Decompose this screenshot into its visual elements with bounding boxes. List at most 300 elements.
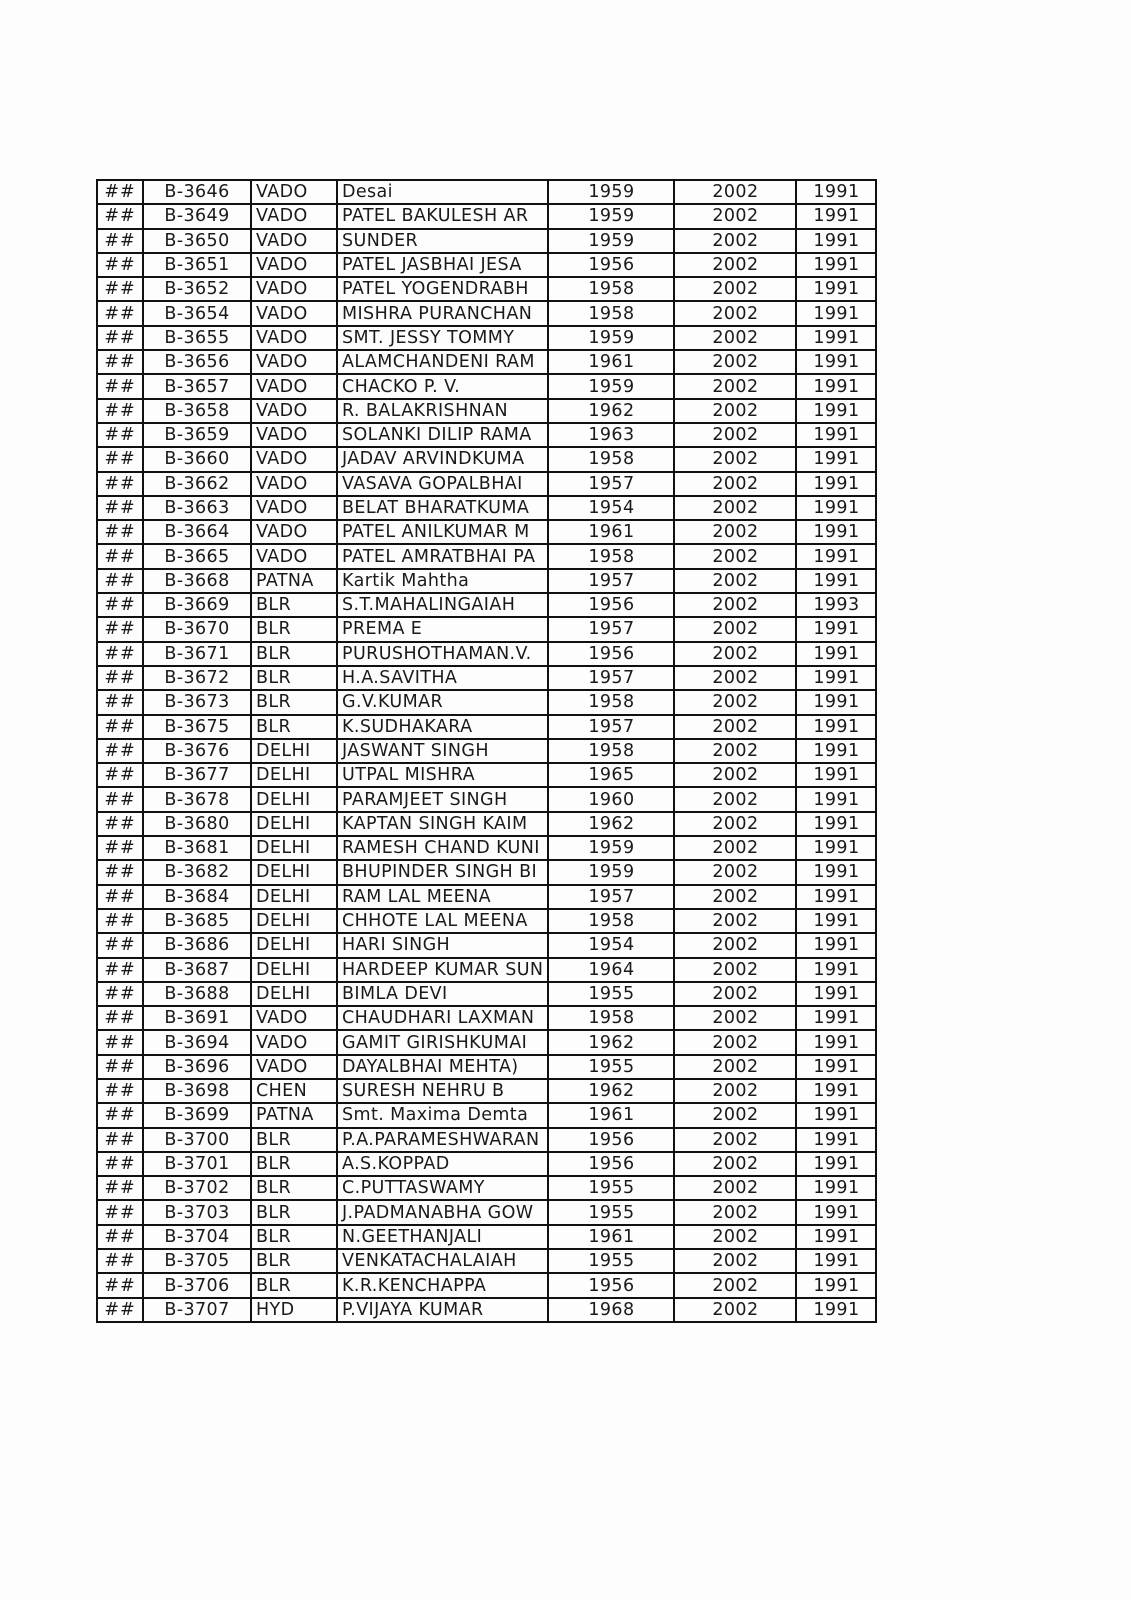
- year-2002-cell: 2002: [674, 1006, 796, 1030]
- member-name-cell: K.SUDHAKARA: [337, 715, 548, 739]
- branch-cell: DELHI: [251, 763, 337, 787]
- year-2002-cell: 2002: [674, 1030, 796, 1054]
- member-name-cell: SUNDER: [337, 229, 548, 253]
- year-2002-cell: 2002: [674, 1176, 796, 1200]
- branch-cell: BLR: [251, 715, 337, 739]
- year-2002-cell: 2002: [674, 326, 796, 350]
- member-code-cell: B-3703: [143, 1200, 251, 1224]
- branch-cell: PATNA: [251, 569, 337, 593]
- member-name-cell: K.R.KENCHAPPA: [337, 1273, 548, 1297]
- table-row: [97, 982, 876, 1006]
- branch-cell: VADO: [251, 326, 337, 350]
- serial-cell: ##: [97, 1006, 143, 1030]
- branch-cell: VADO: [251, 301, 337, 325]
- serial-cell: ##: [97, 812, 143, 836]
- member-code-cell: B-3691: [143, 1006, 251, 1030]
- member-code-cell: B-3678: [143, 787, 251, 811]
- year-1991-cell: 1991: [796, 1200, 876, 1224]
- year-1991-cell: 1991: [796, 301, 876, 325]
- year-2002-cell: 2002: [674, 423, 796, 447]
- birth-year-cell: 1959: [548, 180, 674, 204]
- year-1991-cell: 1991: [796, 958, 876, 982]
- member-code-cell: B-3699: [143, 1103, 251, 1127]
- table-row: [97, 472, 876, 496]
- serial-cell: ##: [97, 909, 143, 933]
- table-row: [97, 544, 876, 568]
- table-row: [97, 399, 876, 423]
- branch-cell: VADO: [251, 253, 337, 277]
- member-code-cell: B-3677: [143, 763, 251, 787]
- year-1991-cell: 1991: [796, 253, 876, 277]
- branch-cell: DELHI: [251, 836, 337, 860]
- member-name-cell: SMT. JESSY TOMMY: [337, 326, 548, 350]
- serial-cell: ##: [97, 204, 143, 228]
- records-table: [96, 179, 877, 1323]
- branch-cell: DELHI: [251, 812, 337, 836]
- year-1991-cell: 1991: [796, 1030, 876, 1054]
- serial-cell: ##: [97, 544, 143, 568]
- member-name-cell: PATEL JASBHAI JESA: [337, 253, 548, 277]
- year-1991-cell: 1991: [796, 472, 876, 496]
- year-2002-cell: 2002: [674, 666, 796, 690]
- member-name-cell: P.A.PARAMESHWARAN: [337, 1128, 548, 1152]
- member-code-cell: B-3675: [143, 715, 251, 739]
- table-row: [97, 1030, 876, 1054]
- table-row: [97, 617, 876, 641]
- year-2002-cell: 2002: [674, 982, 796, 1006]
- year-1991-cell: 1991: [796, 1103, 876, 1127]
- member-name-cell: C.PUTTASWAMY: [337, 1176, 548, 1200]
- year-1991-cell: 1993: [796, 593, 876, 617]
- member-name-cell: S.T.MAHALINGAIAH: [337, 593, 548, 617]
- year-2002-cell: 2002: [674, 301, 796, 325]
- member-name-cell: SOLANKI DILIP RAMA: [337, 423, 548, 447]
- member-code-cell: B-3657: [143, 374, 251, 398]
- year-1991-cell: 1991: [796, 229, 876, 253]
- year-1991-cell: 1991: [796, 544, 876, 568]
- member-name-cell: RAMESH CHAND KUNI: [337, 836, 548, 860]
- birth-year-cell: 1963: [548, 423, 674, 447]
- serial-cell: ##: [97, 350, 143, 374]
- year-1991-cell: 1991: [796, 399, 876, 423]
- year-1991-cell: 1991: [796, 1176, 876, 1200]
- branch-cell: BLR: [251, 1200, 337, 1224]
- member-name-cell: PREMA E: [337, 617, 548, 641]
- member-name-cell: JASWANT SINGH: [337, 739, 548, 763]
- serial-cell: ##: [97, 229, 143, 253]
- table-row: [97, 909, 876, 933]
- serial-cell: ##: [97, 1273, 143, 1297]
- birth-year-cell: 1958: [548, 1006, 674, 1030]
- serial-cell: ##: [97, 787, 143, 811]
- year-2002-cell: 2002: [674, 1152, 796, 1176]
- birth-year-cell: 1962: [548, 812, 674, 836]
- member-name-cell: Kartik Mahtha: [337, 569, 548, 593]
- birth-year-cell: 1956: [548, 253, 674, 277]
- year-2002-cell: 2002: [674, 569, 796, 593]
- serial-cell: ##: [97, 1152, 143, 1176]
- branch-cell: VADO: [251, 277, 337, 301]
- birth-year-cell: 1957: [548, 666, 674, 690]
- branch-cell: DELHI: [251, 739, 337, 763]
- year-2002-cell: 2002: [674, 787, 796, 811]
- table-row: [97, 350, 876, 374]
- year-1991-cell: 1991: [796, 933, 876, 957]
- birth-year-cell: 1957: [548, 715, 674, 739]
- year-2002-cell: 2002: [674, 204, 796, 228]
- branch-cell: DELHI: [251, 885, 337, 909]
- branch-cell: VADO: [251, 374, 337, 398]
- table-row: [97, 812, 876, 836]
- member-name-cell: BHUPINDER SINGH BI: [337, 860, 548, 884]
- branch-cell: HYD: [251, 1298, 337, 1322]
- year-2002-cell: 2002: [674, 617, 796, 641]
- year-2002-cell: 2002: [674, 593, 796, 617]
- serial-cell: ##: [97, 1225, 143, 1249]
- branch-cell: VADO: [251, 399, 337, 423]
- year-1991-cell: 1991: [796, 326, 876, 350]
- year-2002-cell: 2002: [674, 1128, 796, 1152]
- year-1991-cell: 1991: [796, 885, 876, 909]
- year-2002-cell: 2002: [674, 1103, 796, 1127]
- table-row: [97, 277, 876, 301]
- branch-cell: BLR: [251, 1128, 337, 1152]
- branch-cell: VADO: [251, 204, 337, 228]
- member-code-cell: B-3704: [143, 1225, 251, 1249]
- member-code-cell: B-3671: [143, 642, 251, 666]
- year-2002-cell: 2002: [674, 180, 796, 204]
- branch-cell: VADO: [251, 423, 337, 447]
- year-2002-cell: 2002: [674, 277, 796, 301]
- table-row: [97, 836, 876, 860]
- branch-cell: DELHI: [251, 909, 337, 933]
- year-1991-cell: 1991: [796, 982, 876, 1006]
- branch-cell: DELHI: [251, 787, 337, 811]
- member-name-cell: PATEL BAKULESH AR: [337, 204, 548, 228]
- member-name-cell: UTPAL MISHRA: [337, 763, 548, 787]
- table-row: [97, 1055, 876, 1079]
- table-row: [97, 374, 876, 398]
- birth-year-cell: 1958: [548, 544, 674, 568]
- records-body: [97, 180, 876, 1322]
- member-name-cell: R. BALAKRISHNAN: [337, 399, 548, 423]
- member-code-cell: B-3651: [143, 253, 251, 277]
- serial-cell: ##: [97, 885, 143, 909]
- serial-cell: ##: [97, 520, 143, 544]
- branch-cell: DELHI: [251, 933, 337, 957]
- birth-year-cell: 1958: [548, 909, 674, 933]
- serial-cell: ##: [97, 933, 143, 957]
- birth-year-cell: 1961: [548, 350, 674, 374]
- table-row: [97, 690, 876, 714]
- table-row: [97, 787, 876, 811]
- table-row: [97, 1128, 876, 1152]
- table-row: [97, 1152, 876, 1176]
- year-2002-cell: 2002: [674, 350, 796, 374]
- year-1991-cell: 1991: [796, 520, 876, 544]
- member-code-cell: B-3663: [143, 496, 251, 520]
- branch-cell: PATNA: [251, 1103, 337, 1127]
- year-2002-cell: 2002: [674, 1055, 796, 1079]
- branch-cell: VADO: [251, 229, 337, 253]
- birth-year-cell: 1954: [548, 933, 674, 957]
- member-name-cell: J.PADMANABHA GOW: [337, 1200, 548, 1224]
- year-2002-cell: 2002: [674, 1249, 796, 1273]
- year-2002-cell: 2002: [674, 399, 796, 423]
- member-code-cell: B-3685: [143, 909, 251, 933]
- serial-cell: ##: [97, 593, 143, 617]
- year-1991-cell: 1991: [796, 277, 876, 301]
- table-row: [97, 301, 876, 325]
- table-row: [97, 1176, 876, 1200]
- branch-cell: BLR: [251, 593, 337, 617]
- member-name-cell: BELAT BHARATKUMA: [337, 496, 548, 520]
- birth-year-cell: 1955: [548, 1200, 674, 1224]
- member-code-cell: B-3669: [143, 593, 251, 617]
- member-name-cell: HARI SINGH: [337, 933, 548, 957]
- year-2002-cell: 2002: [674, 374, 796, 398]
- birth-year-cell: 1959: [548, 836, 674, 860]
- year-1991-cell: 1991: [796, 447, 876, 471]
- member-code-cell: B-3670: [143, 617, 251, 641]
- member-code-cell: B-3698: [143, 1079, 251, 1103]
- birth-year-cell: 1957: [548, 617, 674, 641]
- branch-cell: VADO: [251, 180, 337, 204]
- serial-cell: ##: [97, 1079, 143, 1103]
- member-code-cell: B-3696: [143, 1055, 251, 1079]
- table-row: [97, 1103, 876, 1127]
- member-name-cell: N.GEETHANJALI: [337, 1225, 548, 1249]
- serial-cell: ##: [97, 860, 143, 884]
- branch-cell: VADO: [251, 544, 337, 568]
- birth-year-cell: 1958: [548, 739, 674, 763]
- year-1991-cell: 1991: [796, 642, 876, 666]
- birth-year-cell: 1960: [548, 787, 674, 811]
- member-name-cell: P.VIJAYA KUMAR: [337, 1298, 548, 1322]
- serial-cell: ##: [97, 326, 143, 350]
- table-row: [97, 1079, 876, 1103]
- year-1991-cell: 1991: [796, 180, 876, 204]
- year-1991-cell: 1991: [796, 812, 876, 836]
- year-2002-cell: 2002: [674, 836, 796, 860]
- member-code-cell: B-3672: [143, 666, 251, 690]
- serial-cell: ##: [97, 1103, 143, 1127]
- member-code-cell: B-3665: [143, 544, 251, 568]
- year-1991-cell: 1991: [796, 763, 876, 787]
- year-1991-cell: 1991: [796, 350, 876, 374]
- birth-year-cell: 1959: [548, 374, 674, 398]
- birth-year-cell: 1968: [548, 1298, 674, 1322]
- table-row: [97, 1249, 876, 1273]
- branch-cell: BLR: [251, 1249, 337, 1273]
- member-code-cell: B-3660: [143, 447, 251, 471]
- member-code-cell: B-3700: [143, 1128, 251, 1152]
- table-row: [97, 1200, 876, 1224]
- member-code-cell: B-3684: [143, 885, 251, 909]
- table-row: [97, 715, 876, 739]
- branch-cell: DELHI: [251, 982, 337, 1006]
- birth-year-cell: 1955: [548, 1176, 674, 1200]
- year-2002-cell: 2002: [674, 1298, 796, 1322]
- serial-cell: ##: [97, 690, 143, 714]
- birth-year-cell: 1959: [548, 229, 674, 253]
- branch-cell: VADO: [251, 520, 337, 544]
- birth-year-cell: 1957: [548, 569, 674, 593]
- member-name-cell: PARAMJEET SINGH: [337, 787, 548, 811]
- serial-cell: ##: [97, 277, 143, 301]
- serial-cell: ##: [97, 374, 143, 398]
- serial-cell: ##: [97, 423, 143, 447]
- member-name-cell: GAMIT GIRISHKUMAI: [337, 1030, 548, 1054]
- year-2002-cell: 2002: [674, 763, 796, 787]
- member-code-cell: B-3706: [143, 1273, 251, 1297]
- year-2002-cell: 2002: [674, 812, 796, 836]
- member-name-cell: CHHOTE LAL MEENA: [337, 909, 548, 933]
- member-code-cell: B-3688: [143, 982, 251, 1006]
- branch-cell: VADO: [251, 496, 337, 520]
- birth-year-cell: 1955: [548, 1055, 674, 1079]
- table-row: [97, 423, 876, 447]
- birth-year-cell: 1959: [548, 860, 674, 884]
- birth-year-cell: 1965: [548, 763, 674, 787]
- serial-cell: ##: [97, 1298, 143, 1322]
- branch-cell: VADO: [251, 350, 337, 374]
- birth-year-cell: 1957: [548, 885, 674, 909]
- serial-cell: ##: [97, 739, 143, 763]
- member-name-cell: KAPTAN SINGH KAIM: [337, 812, 548, 836]
- table-row: [97, 229, 876, 253]
- table-row: [97, 593, 876, 617]
- member-code-cell: B-3656: [143, 350, 251, 374]
- table-row: [97, 253, 876, 277]
- member-name-cell: PATEL ANILKUMAR M: [337, 520, 548, 544]
- branch-cell: VADO: [251, 472, 337, 496]
- member-code-cell: B-3654: [143, 301, 251, 325]
- member-name-cell: VASAVA GOPALBHAI: [337, 472, 548, 496]
- branch-cell: BLR: [251, 642, 337, 666]
- year-2002-cell: 2002: [674, 1079, 796, 1103]
- branch-cell: VADO: [251, 1055, 337, 1079]
- serial-cell: ##: [97, 642, 143, 666]
- year-2002-cell: 2002: [674, 909, 796, 933]
- branch-cell: DELHI: [251, 958, 337, 982]
- table-row: [97, 1298, 876, 1322]
- member-code-cell: B-3659: [143, 423, 251, 447]
- year-1991-cell: 1991: [796, 1225, 876, 1249]
- birth-year-cell: 1962: [548, 399, 674, 423]
- serial-cell: ##: [97, 1249, 143, 1273]
- table-row: [97, 180, 876, 204]
- year-1991-cell: 1991: [796, 1249, 876, 1273]
- member-name-cell: H.A.SAVITHA: [337, 666, 548, 690]
- year-2002-cell: 2002: [674, 520, 796, 544]
- branch-cell: BLR: [251, 1225, 337, 1249]
- member-name-cell: CHAUDHARI LAXMAN: [337, 1006, 548, 1030]
- year-2002-cell: 2002: [674, 885, 796, 909]
- year-1991-cell: 1991: [796, 1079, 876, 1103]
- member-code-cell: B-3702: [143, 1176, 251, 1200]
- member-name-cell: ALAMCHANDENI RAM: [337, 350, 548, 374]
- birth-year-cell: 1955: [548, 982, 674, 1006]
- table-row: [97, 447, 876, 471]
- member-name-cell: Desai: [337, 180, 548, 204]
- member-code-cell: B-3687: [143, 958, 251, 982]
- year-2002-cell: 2002: [674, 690, 796, 714]
- member-name-cell: RAM LAL MEENA: [337, 885, 548, 909]
- branch-cell: BLR: [251, 1152, 337, 1176]
- serial-cell: ##: [97, 617, 143, 641]
- member-code-cell: B-3655: [143, 326, 251, 350]
- birth-year-cell: 1959: [548, 204, 674, 228]
- year-1991-cell: 1991: [796, 1273, 876, 1297]
- table-row: [97, 933, 876, 957]
- member-code-cell: B-3646: [143, 180, 251, 204]
- birth-year-cell: 1958: [548, 301, 674, 325]
- birth-year-cell: 1961: [548, 1225, 674, 1249]
- year-1991-cell: 1991: [796, 1128, 876, 1152]
- year-1991-cell: 1991: [796, 860, 876, 884]
- birth-year-cell: 1956: [548, 1152, 674, 1176]
- branch-cell: VADO: [251, 1030, 337, 1054]
- year-2002-cell: 2002: [674, 1273, 796, 1297]
- year-1991-cell: 1991: [796, 739, 876, 763]
- table-row: [97, 763, 876, 787]
- member-code-cell: B-3701: [143, 1152, 251, 1176]
- table-row: [97, 496, 876, 520]
- branch-cell: BLR: [251, 690, 337, 714]
- member-code-cell: B-3652: [143, 277, 251, 301]
- serial-cell: ##: [97, 982, 143, 1006]
- year-2002-cell: 2002: [674, 715, 796, 739]
- serial-cell: ##: [97, 715, 143, 739]
- birth-year-cell: 1954: [548, 496, 674, 520]
- member-name-cell: PATEL AMRATBHAI PA: [337, 544, 548, 568]
- birth-year-cell: 1958: [548, 447, 674, 471]
- branch-cell: DELHI: [251, 860, 337, 884]
- year-1991-cell: 1991: [796, 204, 876, 228]
- member-name-cell: Smt. Maxima Demta: [337, 1103, 548, 1127]
- member-code-cell: B-3649: [143, 204, 251, 228]
- member-code-cell: B-3680: [143, 812, 251, 836]
- branch-cell: BLR: [251, 666, 337, 690]
- branch-cell: VADO: [251, 447, 337, 471]
- year-2002-cell: 2002: [674, 253, 796, 277]
- member-code-cell: B-3662: [143, 472, 251, 496]
- birth-year-cell: 1956: [548, 1273, 674, 1297]
- year-2002-cell: 2002: [674, 544, 796, 568]
- table-row: [97, 1006, 876, 1030]
- serial-cell: ##: [97, 1200, 143, 1224]
- year-1991-cell: 1991: [796, 690, 876, 714]
- member-name-cell: BIMLA DEVI: [337, 982, 548, 1006]
- member-name-cell: SURESH NEHRU B: [337, 1079, 548, 1103]
- year-2002-cell: 2002: [674, 860, 796, 884]
- year-2002-cell: 2002: [674, 1225, 796, 1249]
- birth-year-cell: 1962: [548, 1079, 674, 1103]
- year-1991-cell: 1991: [796, 1298, 876, 1322]
- member-code-cell: B-3694: [143, 1030, 251, 1054]
- member-code-cell: B-3673: [143, 690, 251, 714]
- serial-cell: ##: [97, 496, 143, 520]
- serial-cell: ##: [97, 1055, 143, 1079]
- member-name-cell: JADAV ARVINDKUMA: [337, 447, 548, 471]
- table-row: [97, 520, 876, 544]
- member-name-cell: CHACKO P. V.: [337, 374, 548, 398]
- branch-cell: VADO: [251, 1006, 337, 1030]
- birth-year-cell: 1955: [548, 1249, 674, 1273]
- year-1991-cell: 1991: [796, 787, 876, 811]
- serial-cell: ##: [97, 1176, 143, 1200]
